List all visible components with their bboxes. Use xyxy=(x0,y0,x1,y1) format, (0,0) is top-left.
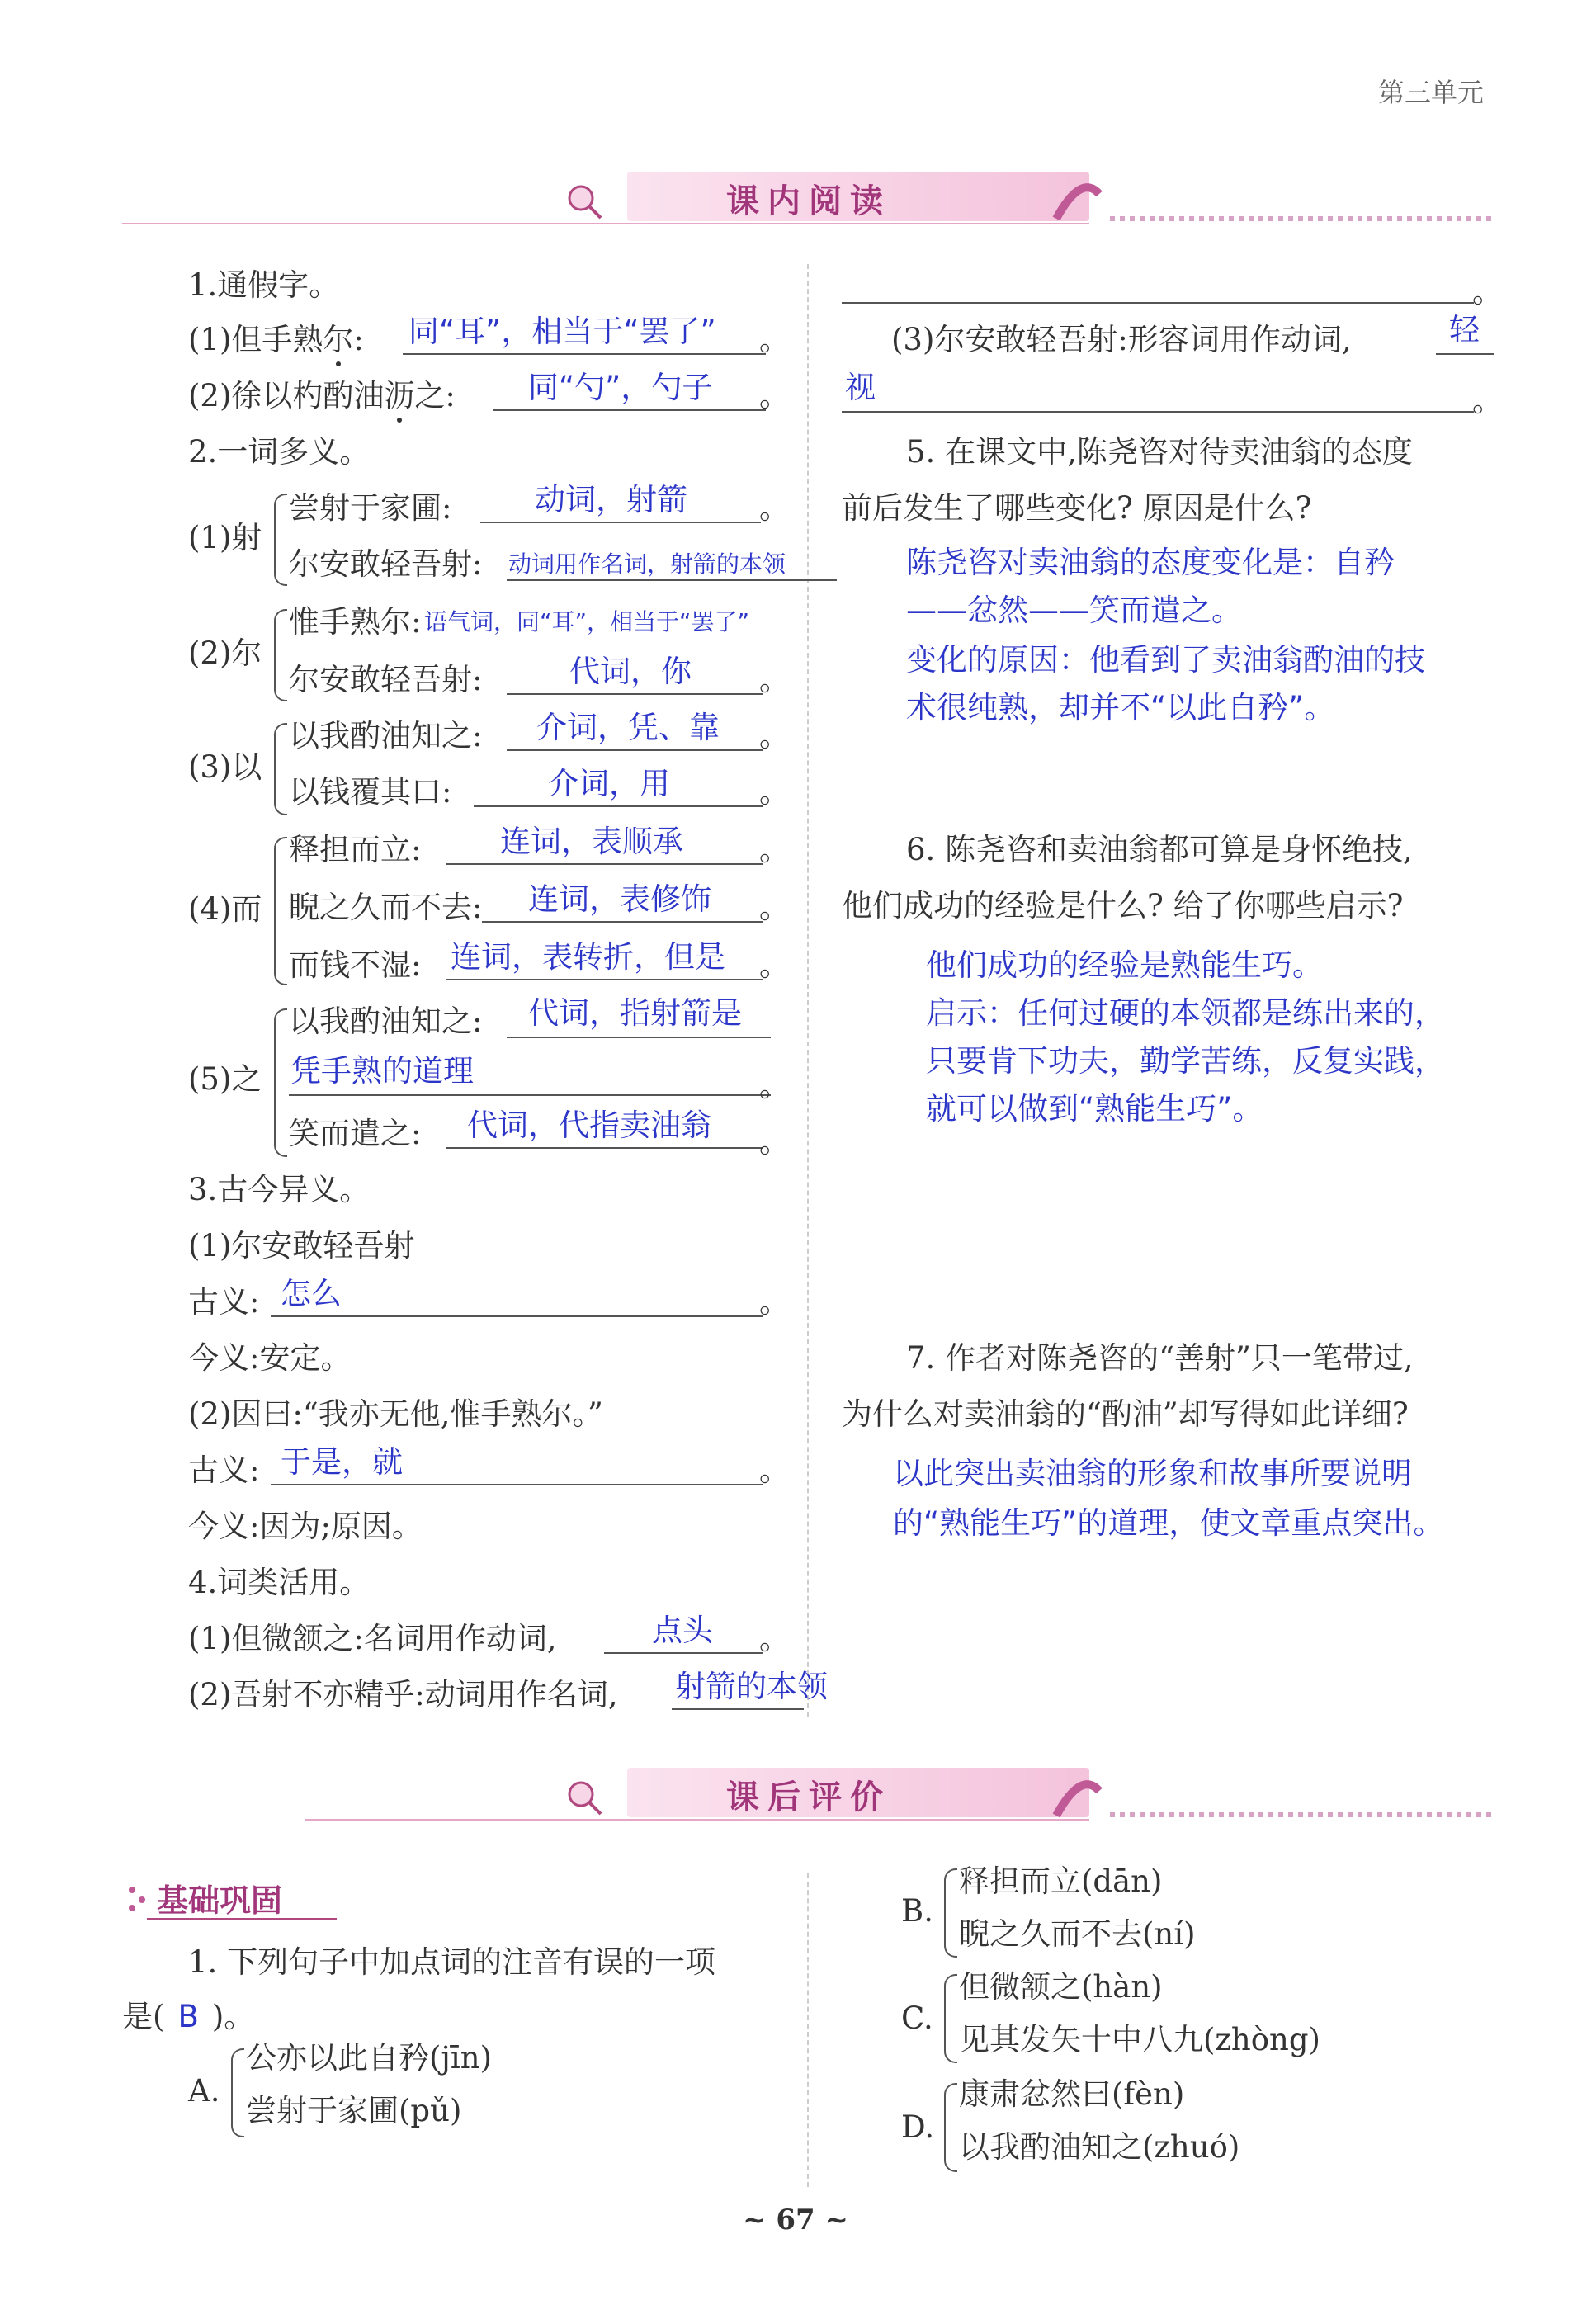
period: 。 xyxy=(1472,383,1503,418)
period: 。 xyxy=(759,1124,790,1160)
group-key: (4)而 xyxy=(188,891,262,927)
mc-stem: 1. 下列句子中加点词的注音有误的一项 xyxy=(188,1944,716,1980)
group-line: 释担而立: xyxy=(289,832,422,867)
option-line: 但微颔之(hàn) xyxy=(959,1969,1163,2005)
q5-answer-line: ——忿然——笑而遣之。 xyxy=(906,593,1242,628)
answer-line xyxy=(480,522,761,523)
period: 。 xyxy=(759,662,790,697)
group-line: 睨之久而不去: xyxy=(289,890,483,925)
period: 。 xyxy=(759,774,790,810)
answer-line xyxy=(474,805,763,807)
group-key: (5)之 xyxy=(188,1061,262,1097)
answer-line xyxy=(672,1708,804,1710)
q2-label: 2.一词多义。 xyxy=(188,434,371,470)
q5-answer-line: 变化的原因：他看到了卖油翁酌油的技 xyxy=(906,642,1425,678)
period: 。 xyxy=(759,322,790,357)
group-line: 惟手熟尔: xyxy=(289,604,422,640)
answer-line xyxy=(1436,353,1494,355)
answer-text: 怎么 xyxy=(281,1276,342,1311)
brace xyxy=(944,2083,957,2172)
answer-line xyxy=(446,863,763,865)
group-key: (1)射 xyxy=(188,520,262,555)
group-line: 而钱不湿: xyxy=(289,947,422,983)
brace xyxy=(274,723,287,815)
answer-text: 介词，凭、靠 xyxy=(536,710,720,745)
option-line: 以我酌油知之(zhuó) xyxy=(959,2129,1240,2165)
section-divider xyxy=(305,1819,1089,1821)
q1-item2: (2)徐以杓酌油沥之: xyxy=(188,376,456,416)
section-dashes xyxy=(1110,216,1494,221)
period: 。 xyxy=(759,1284,790,1320)
q5-question: 前后发生了哪些变化? 原因是什么? xyxy=(842,490,1312,526)
group-line: 尔安敢轻吾射: xyxy=(289,546,483,582)
option-line: 尝射于家圃(pǔ) xyxy=(246,2093,462,2128)
answer-line xyxy=(271,1315,763,1317)
option-line: 康肃忿然曰(fèn) xyxy=(959,2076,1185,2112)
tag-underline xyxy=(147,1918,337,1920)
period: 。 xyxy=(759,947,790,983)
answer-text: 凭手熟的道理 xyxy=(290,1053,474,1089)
brace xyxy=(274,837,287,985)
q4-label: 4.词类活用。 xyxy=(188,1565,371,1600)
brace xyxy=(231,2048,244,2137)
option-letter: A. xyxy=(188,2073,220,2109)
mc-answer: B xyxy=(177,1999,199,2034)
section-divider xyxy=(122,223,1089,224)
period: 。 xyxy=(1472,274,1503,309)
answer-line xyxy=(842,411,1474,413)
answer-line xyxy=(842,302,1474,304)
period: 。 xyxy=(759,718,790,753)
option-line: 公亦以此自矜(jīn) xyxy=(246,2040,493,2076)
group-line: 尔安敢轻吾射: xyxy=(289,662,483,697)
answer-text: 射箭的本领 xyxy=(675,1669,828,1704)
subsection-tag: 基础巩固 xyxy=(157,1882,283,1919)
magnifier-icon xyxy=(563,1776,604,1817)
answer-text: 动词用作名词，射箭的本领 xyxy=(508,550,786,578)
answer-line xyxy=(507,693,763,695)
decor-swirl-icon xyxy=(1048,1766,1106,1824)
q1-label: 1.通假字。 xyxy=(188,267,340,303)
answer-text: 同“耳”，相当于“罢了” xyxy=(408,314,716,349)
section-title: 课内阅读 xyxy=(726,182,891,220)
answer-line xyxy=(289,1094,771,1096)
period: 。 xyxy=(759,378,790,413)
answer-text: 动词，射箭 xyxy=(535,482,687,517)
option-letter: C. xyxy=(901,2000,933,2036)
column-separator xyxy=(807,1873,809,2187)
column-separator xyxy=(807,264,809,1717)
answer-text: 点头 xyxy=(652,1613,713,1648)
brace xyxy=(274,1008,287,1157)
answer-text: 代词，指射箭是 xyxy=(528,995,742,1031)
q4-item1: (1)但微颔之:名词用作动词, xyxy=(188,1621,557,1656)
q6-answer-line: 就可以做到“熟能生巧”。 xyxy=(926,1091,1263,1127)
answer-line xyxy=(446,1147,763,1149)
answer-text: 同“勺”，勺子 xyxy=(528,370,713,405)
option-line: 睨之久而不去(ní) xyxy=(959,1916,1196,1952)
answer-line xyxy=(271,1484,763,1485)
q3-gu1: 古义: xyxy=(188,1284,260,1320)
magnifier-icon xyxy=(563,180,604,221)
q4-item3: (3)尔安敢轻吾射:形容词用作动词, xyxy=(891,322,1352,357)
q6-question: 6. 陈尧咨和卖油翁都可算是身怀绝技, xyxy=(906,832,1413,867)
option-line: 见其发矢十中八九(zhòng) xyxy=(959,2022,1320,2057)
q4-item2: (2)吾射不亦精乎:动词用作名词, xyxy=(188,1677,618,1712)
page-number: ~ 67 ~ xyxy=(743,2203,848,2237)
q1-item1: (1)但手熟尔: xyxy=(188,320,364,360)
period: 。 xyxy=(759,490,790,526)
answer-text: 语气词，同“耳”，相当于“罢了” xyxy=(424,608,750,635)
answer-text: 介词，用 xyxy=(548,766,670,801)
answer-text: 代词，代指卖油翁 xyxy=(467,1108,711,1143)
sparkle-icon xyxy=(124,1882,153,1915)
group-line: 以钱覆其口: xyxy=(289,774,452,810)
period: 。 xyxy=(759,832,790,867)
q5-answer-line: 术很纯熟，却并不“以此自矜”。 xyxy=(906,690,1335,725)
decor-swirl-icon xyxy=(1048,169,1106,227)
option-line: 释担而立(dān) xyxy=(959,1863,1163,1899)
group-line: 笑而遣之: xyxy=(289,1116,422,1151)
brace xyxy=(944,1868,957,1958)
q3-gu2: 古义: xyxy=(188,1452,260,1488)
q7-question: 为什么对卖油翁的“酌油”却写得如此详细? xyxy=(842,1396,1409,1432)
group-line: 尝射于家圃: xyxy=(289,490,452,526)
answer-text: 连词，表顺承 xyxy=(500,824,683,859)
q6-question: 他们成功的经验是什么? 给了你哪些启示? xyxy=(842,888,1404,923)
answer-line xyxy=(482,921,763,923)
answer-text: 视 xyxy=(845,370,876,405)
option-letter: B. xyxy=(901,1893,933,1929)
q3-sentence2: (2)因曰:“我亦无他,惟手熟尔。” xyxy=(188,1396,603,1432)
q6-answer-line: 只要肯下功夫，勤学苦练，反复实践， xyxy=(926,1043,1445,1079)
q5-answer-line: 陈尧咨对卖油翁的态度变化是：自矜 xyxy=(906,545,1395,580)
q6-answer-line: 他们成功的经验是熟能生巧。 xyxy=(926,947,1323,983)
answer-line xyxy=(493,409,766,411)
answer-line xyxy=(403,353,766,355)
answer-text: 连词，表转折，但是 xyxy=(451,939,725,975)
brace xyxy=(274,494,287,586)
group-key: (2)尔 xyxy=(188,635,262,671)
brace xyxy=(274,609,287,701)
answer-line xyxy=(507,749,763,751)
q3-label: 3.古今异义。 xyxy=(188,1172,371,1207)
section-title: 课后评价 xyxy=(726,1778,891,1816)
q7-question: 7. 作者对陈尧咨的“善射”只一笔带过, xyxy=(906,1340,1414,1376)
answer-line xyxy=(507,1037,771,1038)
period: 。 xyxy=(759,1068,790,1103)
mc-stem: 是( B )。 xyxy=(122,1997,254,2037)
answer-text: 于是，就 xyxy=(281,1444,403,1480)
q3-sentence1: (1)尔安敢轻吾射 xyxy=(188,1228,415,1263)
answer-text: 连词，表修饰 xyxy=(528,881,711,917)
unit-label: 第三单元 xyxy=(1378,77,1485,108)
q7-answer-line: 以此突出卖油翁的形象和故事所要说明 xyxy=(893,1456,1412,1491)
answer-line xyxy=(446,979,763,980)
option-letter: D. xyxy=(901,2109,935,2145)
section-dashes xyxy=(1110,1812,1494,1817)
answer-text: 代词，你 xyxy=(569,654,692,689)
group-line: 以我酌油知之: xyxy=(289,1004,483,1039)
group-line: 以我酌油知之: xyxy=(289,718,483,753)
q7-answer-line: 的“熟能生巧”的道理，使文章重点突出。 xyxy=(893,1505,1444,1541)
period: 。 xyxy=(759,1452,790,1488)
q3-jin2: 今义:因为;原因。 xyxy=(188,1509,423,1544)
brace xyxy=(944,1974,957,2063)
period: 。 xyxy=(759,890,790,925)
q3-jin1: 今义:安定。 xyxy=(188,1340,352,1376)
group-key: (3)以 xyxy=(188,749,262,785)
q5-question: 5. 在课文中,陈尧咨对待卖油翁的态度 xyxy=(906,434,1413,470)
answer-text: 轻 xyxy=(1449,312,1480,347)
period: 。 xyxy=(759,1621,790,1656)
answer-line xyxy=(604,1652,763,1654)
q6-answer-line: 启示：任何过硬的本领都是练出来的， xyxy=(926,995,1445,1031)
